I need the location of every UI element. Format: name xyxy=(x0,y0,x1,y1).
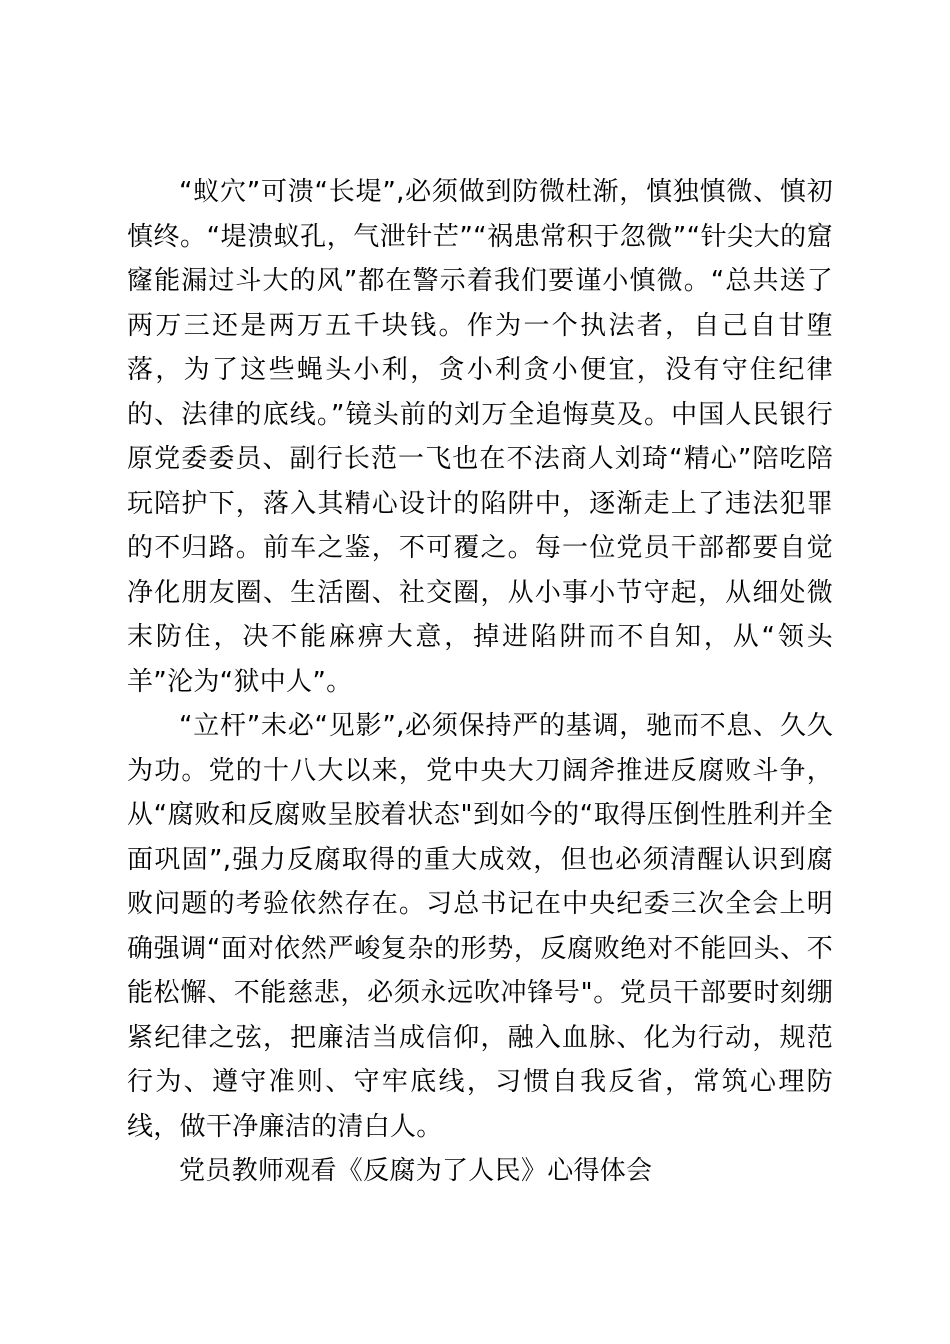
section-heading: 党员教师观看《反腐为了人民》心得体会 xyxy=(179,1156,653,1186)
paragraph-2: “立杆”未必“见影”,必须保持严的基调，驰而不息、久久为功。党的十八大以来，党中央大刀阔斧推进反腐败斗争，从“腐败和反腐败呈胶着状态"到如今的“取得压倒性胜利并全面巩固”,强力反腐取得的重大成效，但也必须清醒认识到腐败问题的考验依然存在。习总书记在中央纪委三次全会上明确强调“面对依然严峻复杂的形势，反腐败绝对不能回头、不能松懈、不能慈悲，必须永远吹冲锋号"。党员干部要时刻绷紧纪律之弦，把廉洁当成信仰，融入血脉、化为行动，规范行为、遵守准则、守牢底线，习惯自我反省，常筑心理防线，做干净廉洁的清白人。 xyxy=(127,711,833,1142)
paragraph-1: “蚁穴”可溃“长堤”,必须做到防微杜渐，慎独慎微、慎初慎终。“堤溃蚁孔，气泄针芒”“祸患常积于忽微”“针尖大的窟窿能漏过斗大的风”都在警示着我们要谨小慎微。“总共送了两万三还是两万五千块钱。作为一个执法者，自己自甘堕落，为了这些蝇头小利，贪小利贪小便宜，没有守住纪律的、法律的底线。”镜头前的刘万全追悔莫及。中国人民银行原党委委员、副行长范一飞也在不法商人刘琦“精心”陪吃陪玩陪护下，落入其精心设计的陷阱中，逐渐走上了违法犯罪的不归路。前车之鉴，不可覆之。每一位党员干部都要自觉净化朋友圈、生活圈、社交圈，从小事小节守起，从细处微末防住，决不能麻痹大意，掉进陷阱而不自知，从“领头羊”沦为“狱中人”。 xyxy=(127,177,833,697)
document-body xyxy=(127,170,833,1194)
